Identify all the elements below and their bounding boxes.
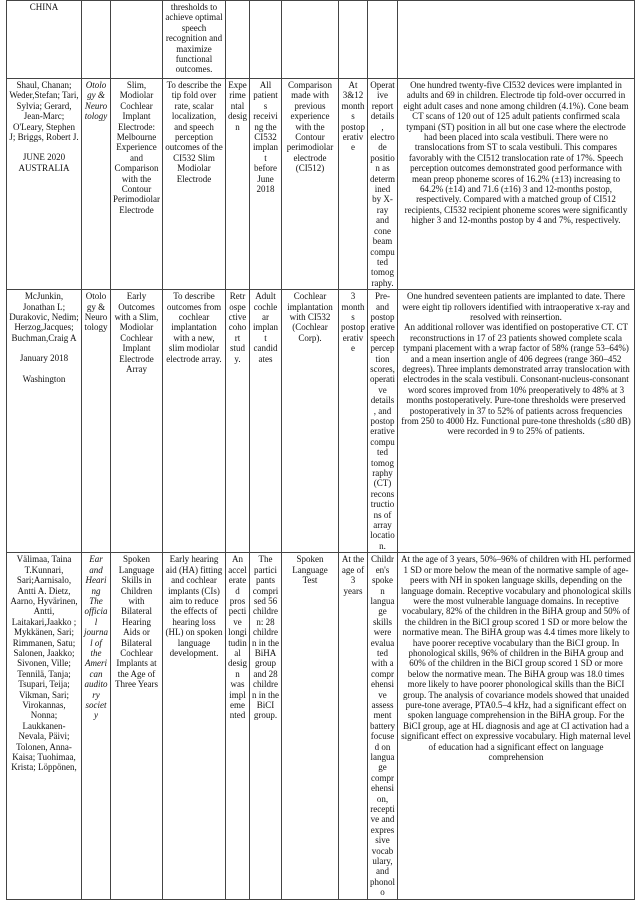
country: Washington <box>22 373 66 384</box>
authors-cell <box>7 79 82 290</box>
publication-date: JUNE 2020 <box>22 152 66 163</box>
results-cell: One hundred twenty-five CI532 devices were implanted in adults and 69 in children. Electrode tip fold-over occurred in eight adult cases and none among children (4.1%). Cone beam CT scans of 120 out of 125 adult patients confirmed scala tympani (ST) position in all but one case where the electrode had been placed into scala vestibuli. There were no translocations from ST to scala vestibuli. This compares favorably with the CI512 translocation rate of 17%. Speech perception outcomes demonstrated good performance with mean preop phoneme scores of 16.2% (±13) increasing to 64.2% (±14) and 71.6 (±16) 3 and 12-months postop, respectively. Compared with a matched group of CI512 recipients, CI532 recipient phoneme scores were significantly higher 3 and 12-months postop by 4 and 7%, respectively. <box>398 79 635 290</box>
followup-cell: 3 months postoperative <box>339 290 368 553</box>
results-paragraph: One hundred seventeen patients are implanted to date. There were eight tip rollovers identified with intraoperative x-ray and resolved with reinsertion. <box>402 291 630 322</box>
intervention-cell: Cochlear implantation with CI532 (Cochlear Corp). <box>282 290 339 553</box>
results-cell <box>398 1 635 79</box>
measures-cell: Pre- and postoperative speech perception scores, operative details, and postoperative computed tomography (CT) reconstructions of array location. <box>368 290 398 553</box>
table-row <box>7 79 635 290</box>
intervention-cell <box>282 1 339 79</box>
aim-cell: To describe outcomes from cochlear implantation with a new, slim modiolar electrode array. <box>163 290 226 553</box>
aim-cell: To describe the tip fold over rate, scalar localization, and speech perception outcomes of the CI532 Slim Modiolar Electrode <box>163 79 226 290</box>
participants-cell: Adult cochlear implant candidates <box>250 290 282 553</box>
aim-cell: thresholds to achieve optimal speech recognition and maximize functional outcomes. <box>163 1 226 79</box>
title-cell: Early Outcomes with a Slim, Modiolar Cochlear Implant Electrode Array <box>111 290 163 553</box>
title-cell: Slim, Modiolar Cochlear Implant Electrode: Melbourne Experience and Comparison with the Contour Perimodiolar Electrode <box>111 79 163 290</box>
journal-cell: Otology & Neurotology <box>82 79 111 290</box>
participants-cell: All patients receiving the CI532 implant before June 2018 <box>250 79 282 290</box>
publication-date: January 2018 <box>19 353 69 364</box>
authors-cell <box>7 290 82 553</box>
measures-cell: Operative report details, electrode position as determined by X-ray and cone beam computed tomography. <box>368 79 398 290</box>
intervention-cell: Spoken Language Test <box>282 553 339 899</box>
country: AUSTRALIA <box>18 162 70 173</box>
results-cell <box>398 290 635 553</box>
journal-cell: Otology & Neurotology <box>82 290 111 553</box>
results-paragraph: An additional rollover was identified on postoperative CT. CT reconstructions in 17 of 23 patients showed complete scala tympani placement with a wrap factor of 58% (range 53–64%) and a mean insertion angle of 406 degrees (range 360–452 degrees). Three implants demonstrated array translocation with electrodes in the scala vestibuli. Consonant-nucleus-consonant word scores improved from 10% preoperatively to 48% at 3 months postoperatively. Pure-tone thresholds were preserved postoperatively in 37 to 52% of patients across frequencies from 250 to 4000 Hz. Functional pure-tone thresholds (≤80 dB) were recorded in 9 to 25% of patients. <box>401 322 631 437</box>
authors-cell: CHINA <box>7 1 82 79</box>
followup-cell: At 3&12 months postoperative <box>339 79 368 290</box>
measures-cell <box>368 1 398 79</box>
title-cell <box>111 1 163 79</box>
authors-cell: Välimaa, Taina T.Kunnari, Sari;Aarnisalo, Antti A. Dietz, Aarno, Hyvärinen, Antti, Laitakari,Jaakko ; Mykkänen, Sari; Rimmanen, Satu; Salonen, Jaakko; Sivonen, Ville; Tennilä, Tanja; Tsupari, Teija; Vikman, Sari; Virokannas, Nonna; Laukkanen-Nevala, Päivi; Tolonen, Anna-Kaisa; Tuohimaa, Krista; Löppönen, <box>7 553 82 899</box>
measures-cell: Children's spoken language skills were evaluated with a comprehensive assessment battery focused on language comprehension, receptive and expressive vocabulary, and phonolo <box>368 553 398 899</box>
authors-text: McJunkin, Jonathan L; Durakovic, Nedim; Herzog,Jacques; Buchman,Craig A <box>9 291 79 343</box>
followup-cell <box>339 1 368 79</box>
results-cell: At the age of 3 years, 50%–96% of children with HL performed 1 SD or more below the mean of the normative sample of age-peers with NH in spoken language skills, depending on the language domain. Receptive vocabulary and phonological skills were the most vulnerable language domains. In receptive vocabulary, 82% of the children in the BiHA group and 50% of the children in the BiCI group scored 1 SD or more below the normative mean. The BiHA group was 4.4 times more likely to have poorer receptive vocabulary than the BiCI group. In phonological skills, 96% of children in the BiHA group and 60% of the children in the BiCI group scored 1 SD or more below the normative mean. The BiHA group was 18.0 times more likely to have poorer phonological skills than the BiCI group. The analysis of covariance models showed that unaided pure-tone average, PTA0.5–4 kHz, had a significant effect on spoken language comprehension in the BiHA group. For the BiCI group, age at HL diagnosis and age at CI activation had a significant effect on expressive vocabulary. High maternal level of education had a significant effect on language comprehension <box>398 553 635 899</box>
journal-cell <box>82 1 111 79</box>
participants-cell: The participants comprised 56 children: 28 children in the BiHA group and 28 children in the BiCI group. <box>250 553 282 899</box>
table-row <box>7 290 635 553</box>
intervention-cell: Comparison made with previous experience with the Contour perimodiolar electrode (CI512) <box>282 79 339 290</box>
journal-cell: Ear and Hearing The official journal of the American auditory society <box>82 553 111 899</box>
table-row <box>7 1 635 79</box>
design-cell: Experimental design <box>226 79 250 290</box>
table-row <box>7 553 635 899</box>
literature-review-table <box>6 0 635 900</box>
followup-cell: At the age of 3 years <box>339 553 368 899</box>
design-cell <box>226 1 250 79</box>
design-cell: Retrospective cohort study. <box>226 290 250 553</box>
aim-cell: Early hearing aid (HA) fitting and cochlear implants (CIs) aim to reduce the effects of hearing loss (HL) on spoken language development. <box>163 553 226 899</box>
authors-text: Shaul, Chanan; Weder,Stefan; Tari, Sylvia; Gerard, Jean-Marc; O'Leary, Stephen J; Briggs, Robert J. <box>9 80 79 143</box>
participants-cell <box>250 1 282 79</box>
title-cell: Spoken Language Skills in Children with Bilateral Hearing Aids or Bilateral Cochlear Implants at the Age of Three Years <box>111 553 163 899</box>
design-cell: An accelerated prospective longitudinal design was implemented <box>226 553 250 899</box>
